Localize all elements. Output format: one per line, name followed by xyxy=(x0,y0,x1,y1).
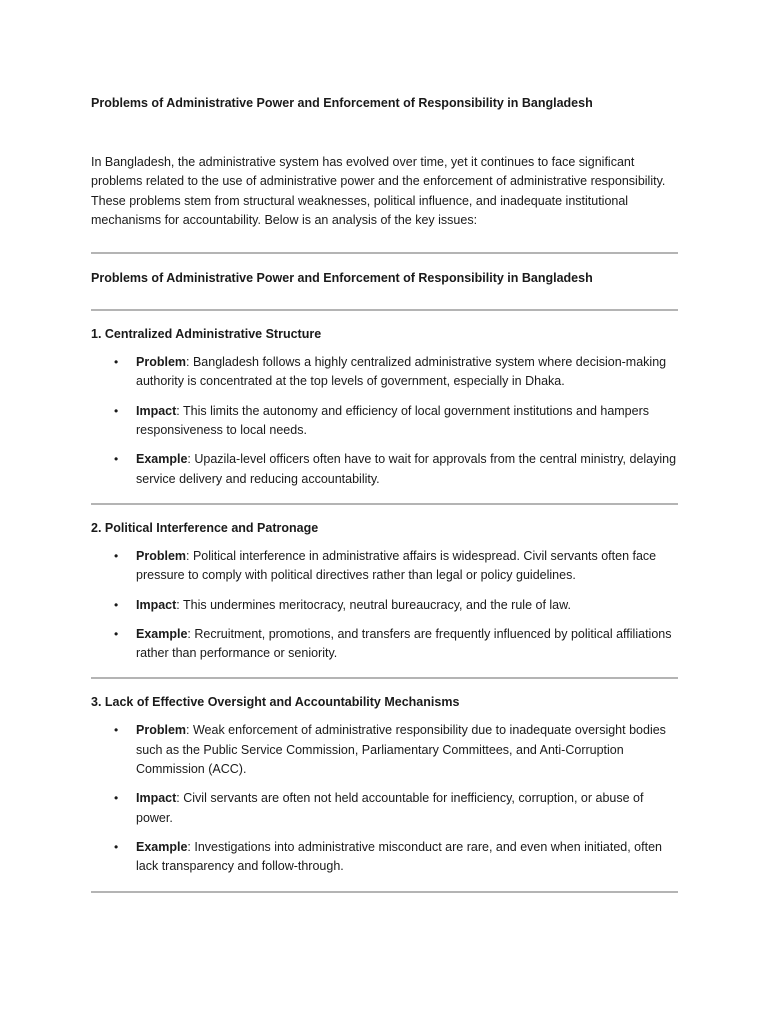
bullet-list xyxy=(91,353,678,489)
item-label: Impact xyxy=(136,791,177,806)
divider xyxy=(91,891,678,893)
bullet-icon: • xyxy=(114,355,119,370)
item-text: : Civil servants are often not held accountable for inefficiency, corruption, or abuse of power. xyxy=(136,791,644,825)
item-text: : Recruitment, promotions, and transfers are frequently influenced by political affiliations rather than performance or seniority. xyxy=(136,626,672,661)
item-label: Example xyxy=(136,626,188,641)
section-oversight-accountability xyxy=(91,694,678,876)
item-label: Problem xyxy=(136,548,187,563)
bullet-icon: • xyxy=(114,403,119,418)
bullet-list xyxy=(91,721,678,876)
list-item xyxy=(91,838,678,877)
divider xyxy=(91,677,678,679)
bullet-icon: • xyxy=(114,839,119,854)
section-heading: 2. Political Interference and Patronage xyxy=(91,520,319,535)
item-label: Impact xyxy=(136,597,177,612)
item-text: : Weak enforcement of administrative responsibility due to inadequate oversight bodies such as the Public Service Commission, Parliamentary Committees, and Anti-Corruption Commission (ACC). xyxy=(136,723,666,777)
section-political-interference xyxy=(91,520,678,663)
list-item xyxy=(91,353,678,392)
bullet-list xyxy=(91,547,678,663)
list-item xyxy=(91,625,678,664)
divider xyxy=(91,252,678,254)
bullet-icon: • xyxy=(114,452,119,467)
document-subtitle: Problems of Administrative Power and Enforcement of Responsibility in Bangladesh xyxy=(91,271,593,286)
section-centralized-structure xyxy=(91,326,678,489)
divider xyxy=(91,309,678,311)
bullet-icon: • xyxy=(114,548,119,563)
bullet-icon: • xyxy=(114,723,119,738)
item-text: : Investigations into administrative misconduct are rare, and even when initiated, often lack transparency and follow-through. xyxy=(136,839,662,874)
item-label: Example xyxy=(136,839,188,854)
section-heading: 3. Lack of Effective Oversight and Accountability Mechanisms xyxy=(91,695,460,710)
item-label: Example xyxy=(136,452,188,467)
bullet-icon: • xyxy=(114,597,119,612)
item-label: Problem xyxy=(136,355,187,370)
list-item xyxy=(91,402,678,441)
intro-paragraph: In Bangladesh, the administrative system has evolved over time, yet it continues to face significant problems related to the use of administrative power and the enforcement of administrative responsibility. These problems stem from structural weaknesses, political influence, and inadequate institutional mechanisms for accountability. Below is an analysis of the key issues: xyxy=(91,155,666,227)
list-item xyxy=(91,789,678,828)
item-text: : This limits the autonomy and efficiency of local government institutions and hampers responsiveness to local needs. xyxy=(136,403,649,438)
list-item xyxy=(91,596,678,615)
item-text: : This undermines meritocracy, neutral bureaucracy, and the rule of law. xyxy=(176,597,571,612)
list-item xyxy=(91,547,678,586)
document-title: Problems of Administrative Power and Enforcement of Responsibility in Bangladesh xyxy=(91,96,593,110)
item-label: Impact xyxy=(136,403,177,418)
item-label: Problem xyxy=(136,723,187,738)
list-item xyxy=(91,450,678,489)
list-item xyxy=(91,721,678,779)
section-heading: 1. Centralized Administrative Structure xyxy=(91,327,322,342)
bullet-icon: • xyxy=(114,626,119,641)
item-text: : Bangladesh follows a highly centralized administrative system where decision-making authority is concentrated at the top levels of government, especially in Dhaka. xyxy=(136,355,667,389)
divider xyxy=(91,503,678,505)
item-text: : Political interference in administrative affairs is widespread. Civil servants often face pressure to comply with political directives rather than legal or policy guidelines. xyxy=(136,548,657,583)
item-text: : Upazila-level officers often have to wait for approvals from the central ministry, delaying service delivery and reducing accountability. xyxy=(136,452,677,486)
bullet-icon: • xyxy=(114,791,119,806)
